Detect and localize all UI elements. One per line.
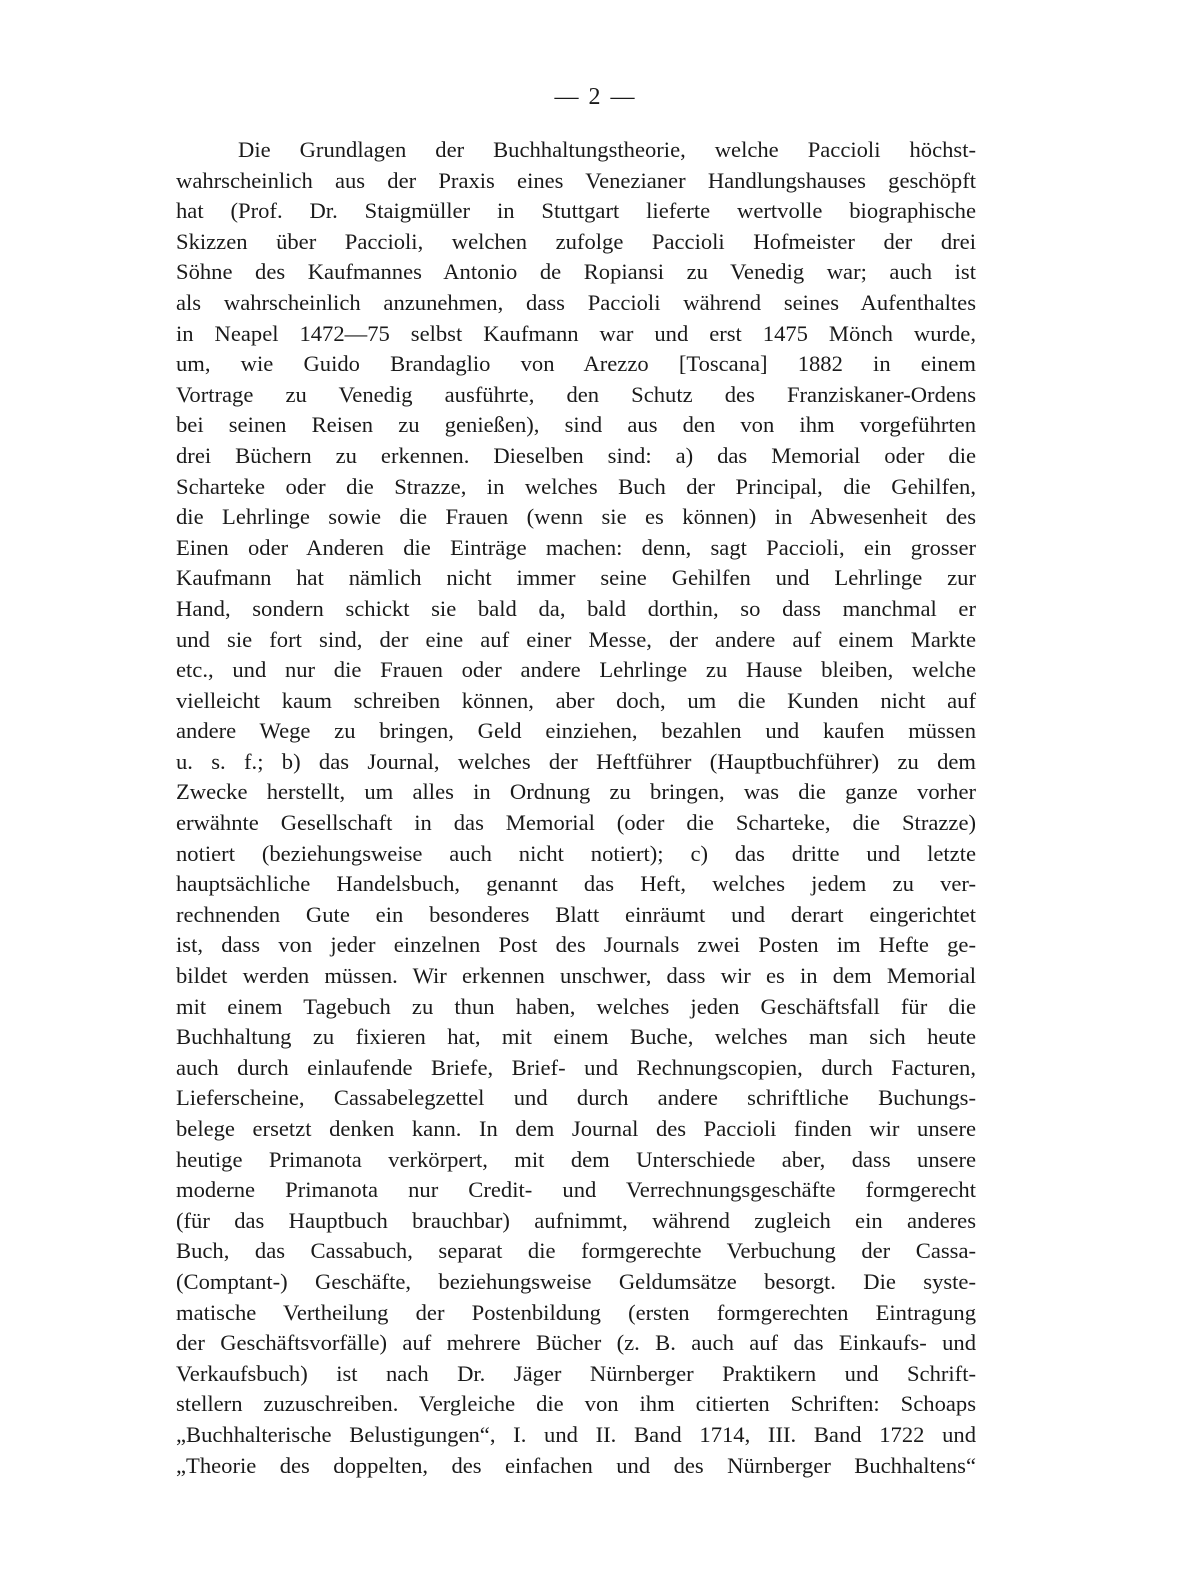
text-line: matische Vertheilung der Postenbildung (ersten formgerechten Eintragung [176, 1299, 976, 1325]
text-line: u. s. f.; b) das Journal, welches der Heftführer (Hauptbuchführer) zu dem [176, 748, 976, 774]
text-line: Verkaufsbuch) ist nach Dr. Jäger Nürnberger Praktikern und Schrift- [176, 1360, 976, 1386]
text-line: der Geschäftsvorfälle) auf mehrere Bücher (z. B. auch auf das Einkaufs- und [176, 1330, 976, 1356]
text-line: rechnenden Gute ein besonderes Blatt einräumt und derart eingerichtet [176, 901, 976, 927]
text-line: „Theorie des doppelten, des einfachen und des Nürnberger Buchhaltens“ [176, 1452, 976, 1478]
text-line: Zwecke herstellt, um alles in Ordnung zu bringen, was die ganze vorher [176, 779, 976, 805]
text-line: andere Wege zu bringen, Geld einziehen, bezahlen und kaufen müssen [176, 718, 976, 744]
text-line: in Neapel 1472—75 selbst Kaufmann war und erst 1475 Mönch wurde, [176, 320, 976, 346]
text-line: (für das Hauptbuch brauchbar) aufnimmt, während zugleich ein anderes [176, 1207, 976, 1233]
text-line: drei Büchern zu erkennen. Dieselben sind: a) das Memorial oder die [176, 442, 976, 468]
text-line: um, wie Guido Brandaglio von Arezzo [Toscana] 1882 in einem [176, 351, 976, 377]
text-line: Hand, sondern schickt sie bald da, bald dorthin, so dass manchmal er [176, 595, 976, 621]
text-line: wahrscheinlich aus der Praxis eines Venezianer Handlungshauses geschöpft [176, 167, 976, 193]
text-line: hat (Prof. Dr. Staigmüller in Stuttgart lieferte wertvolle biographische [176, 198, 976, 224]
text-line: und sie fort sind, der eine auf einer Messe, der andere auf einem Markte [176, 626, 976, 652]
text-line: Söhne des Kaufmannes Antonio de Ropiansi zu Venedig war; auch ist [176, 259, 976, 285]
text-line: ist, dass von jeder einzelnen Post des Journals zwei Posten im Hefte ge- [176, 932, 976, 958]
text-line: als wahrscheinlich anzunehmen, dass Paccioli während seines Aufenthaltes [176, 289, 976, 315]
text-line: mit einem Tagebuch zu thun haben, welches jeden Geschäftsfall für die [176, 993, 976, 1019]
text-line: etc., und nur die Frauen oder andere Lehrlinge zu Hause bleiben, welche [176, 657, 976, 683]
text-line: auch durch einlaufende Briefe, Brief- und Rechnungscopien, durch Facturen, [176, 1054, 976, 1080]
text-line: heutige Primanota verkörpert, mit dem Unterschiede aber, dass unsere [176, 1146, 976, 1172]
text-line: stellern zuzuschreiben. Vergleiche die von ihm citierten Schriften: Schoaps [176, 1391, 976, 1417]
text-line: belege ersetzt denken kann. In dem Journal des Paccioli finden wir unsere [176, 1116, 976, 1141]
text-line: die Lehrlinge sowie die Frauen (wenn sie es können) in Abwesenheit des [176, 504, 976, 530]
text-line: Lieferscheine, Cassabelegzettel und durch andere schriftliche Buchungs- [176, 1085, 976, 1111]
text-line: Einen oder Anderen die Einträge machen: denn, sagt Paccioli, ein grosser [176, 534, 976, 560]
text-line: notiert (beziehungsweise auch nicht notiert); c) das dritte und letzte [176, 840, 976, 866]
text-line: bildet werden müssen. Wir erkennen unschwer, dass wir es in dem Memorial [176, 963, 976, 989]
text-line: Buch, das Cassabuch, separat die formgerechte Verbuchung der Cassa- [176, 1238, 976, 1264]
text-line: moderne Primanota nur Credit- und Verrechnungsgeschäfte formgerecht [176, 1177, 976, 1203]
text-line: Die Grundlagen der Buchhaltungstheorie, welche Paccioli höchst- [238, 137, 976, 162]
page-number: — 2 — [554, 84, 637, 110]
text-line: Skizzen über Paccioli, welchen zufolge Paccioli Hofmeister der drei [176, 228, 976, 254]
text-line: Kaufmann hat nämlich nicht immer seine Gehilfen und Lehrlinge zur [176, 565, 976, 591]
text-line: Buchhaltung zu fixieren hat, mit einem Buche, welches man sich heute [176, 1024, 976, 1050]
text-line: erwähnte Gesellschaft in das Memorial (oder die Scharteke, die Strazze) [176, 810, 976, 836]
text-line: Vortrage zu Venedig ausführte, den Schutz des Franziskaner-Ordens [176, 381, 976, 407]
text-line: vielleicht kaum schreiben können, aber doch, um die Kunden nicht auf [176, 687, 976, 713]
text-line: Scharteke oder die Strazze, in welches Buch der Principal, die Gehilfen, [176, 473, 976, 499]
text-line: (Comptant-) Geschäfte, beziehungsweise Geldumsätze besorgt. Die syste- [176, 1268, 976, 1294]
text-line: „Buchhalterische Belustigungen“, I. und II. Band 1714, III. Band 1722 und [176, 1421, 976, 1447]
body-text [176, 135, 976, 1481]
text-line: hauptsächliche Handelsbuch, genannt das Heft, welches jedem zu ver- [176, 871, 976, 897]
text-line: bei seinen Reisen zu genießen), sind aus den von ihm vorgeführten [176, 412, 976, 438]
